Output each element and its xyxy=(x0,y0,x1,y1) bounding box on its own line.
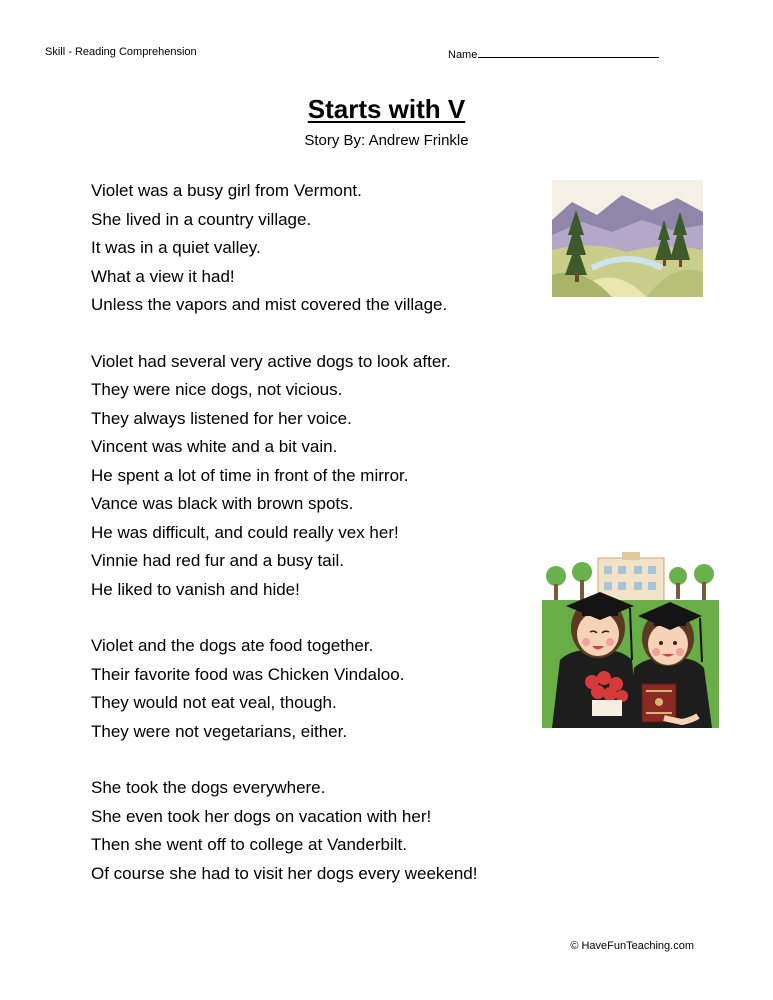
story-byline: Story By: Andrew Frinkle xyxy=(304,132,469,149)
story-line: Violet was a busy girl from Vermont. xyxy=(91,181,362,200)
story-line: Vance was black with brown spots. xyxy=(91,494,354,513)
story-line: They would not eat veal, though. xyxy=(91,693,337,712)
story-line: Vincent was white and a bit vain. xyxy=(91,437,338,456)
story-line: Vinnie had red fur and a busy tail. xyxy=(91,551,344,570)
story-line: He was difficult, and could really vex her! xyxy=(91,522,399,542)
story-paragraph xyxy=(91,177,551,320)
story-title xyxy=(0,94,773,125)
story-line: What a view it had! xyxy=(91,266,235,286)
story-line: Violet and the dogs ate food together. xyxy=(91,636,374,655)
story-body xyxy=(91,177,551,916)
story-paragraph xyxy=(91,774,551,888)
story-line: Unless the vapors and mist covered the village. xyxy=(91,295,448,314)
story-line: Then she went off to college at Vanderbilt. xyxy=(91,835,407,854)
worksheet-header xyxy=(45,46,773,62)
name-field xyxy=(448,46,659,61)
story-line: It was in a quiet valley. xyxy=(91,238,261,257)
story-title-text: Starts with V xyxy=(307,94,466,124)
story-line: He spent a lot of time in front of the mirror. xyxy=(91,465,409,485)
story-line: He liked to vanish and hide! xyxy=(91,579,300,599)
story-paragraph xyxy=(91,348,551,605)
copyright-footer: © HaveFunTeaching.com xyxy=(570,940,694,952)
story-line: Their favorite food was Chicken Vindaloo. xyxy=(91,664,405,684)
story-line: Violet had several very active dogs to look after. xyxy=(91,351,451,371)
name-label: Name xyxy=(448,49,478,61)
graduates-illustration xyxy=(542,550,719,728)
name-blank-line xyxy=(478,46,659,58)
valley-landscape-illustration xyxy=(552,180,703,297)
story-line: She even took her dogs on vacation with her! xyxy=(91,806,432,826)
skill-label: Skill - Reading Comprehension xyxy=(45,46,197,58)
story-line: She lived in a country village. xyxy=(91,209,312,229)
story-line: They always listened for her voice. xyxy=(91,408,352,428)
story-line: They were nice dogs, not vicious. xyxy=(91,380,343,399)
story-line: They were not vegetarians, either. xyxy=(91,721,348,741)
story-paragraph xyxy=(91,632,551,746)
story-line: She took the dogs everywhere. xyxy=(91,778,326,797)
story-line: Of course she had to visit her dogs every weekend! xyxy=(91,863,478,883)
